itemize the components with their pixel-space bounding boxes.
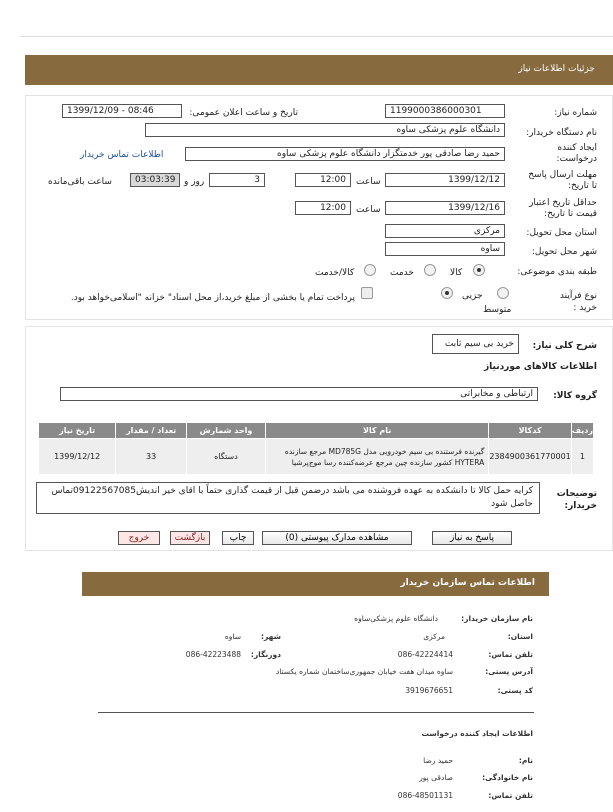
goods-group-field: ارتباطی و مخابراتی: [60, 387, 538, 401]
reply-button[interactable]: پاسخ به نیاز: [432, 531, 512, 545]
validity-label: حداقل تاریخ اعتبار قیمت تا تاریخ:: [529, 198, 597, 219]
process-radio-medium[interactable]: [441, 287, 453, 299]
category-option-both: کالا/خدمت: [315, 268, 355, 278]
buyer-org-label: نام دستگاه خریدار:: [526, 128, 597, 138]
buyer-org-field: دانشگاه علوم پزشکی ساوه: [145, 123, 505, 137]
page-header-title: جزئیات اطلاعات نیاز: [518, 64, 595, 74]
contact-city-value: ساوه: [224, 632, 241, 641]
province-label: استان محل تحویل:: [526, 228, 597, 238]
col-row: ردیف: [571, 423, 593, 439]
contact-province-value: مرکزی: [423, 632, 445, 641]
creator-phone-label: تلفن تماس:: [488, 791, 533, 800]
cell-row: 1: [571, 439, 593, 475]
buyer-contact-link[interactable]: اطلاعات تماس خریدار: [80, 150, 164, 160]
creator-name-value: حمید رضا: [423, 756, 453, 765]
category-radio-goods[interactable]: [473, 264, 485, 276]
category-radio-service[interactable]: [424, 264, 436, 276]
description-label: شرح کلی نیاز:: [532, 341, 597, 351]
contact-fax-label: دورنگار:: [250, 650, 281, 659]
deadline-time-label: ساعت: [356, 177, 381, 187]
goods-group-label: گروه کالا:: [553, 391, 597, 401]
goods-table-header: [39, 423, 594, 439]
need-number-label: شماره نیاز:: [554, 108, 597, 118]
contact-header-bar: [82, 572, 549, 596]
col-qty: تعداد / مقدار: [116, 423, 187, 439]
payment-note: پرداخت تمام یا بخشی از مبلغ خرید،از محل اسناد" خزانه "اسلامی‌خواهد بود.: [70, 293, 355, 303]
creator-family-label: نام خانوادگی:: [482, 773, 533, 782]
back-button[interactable]: بازگشت: [170, 531, 210, 545]
creator-phone-value: 086-48501131: [397, 791, 453, 800]
contact-address-label: آدرس پستی:: [485, 667, 533, 676]
page-header-bar: [25, 55, 613, 85]
validity-date-field: 1399/12/16: [385, 201, 505, 215]
description-field: خرید بی سیم ثابت: [432, 334, 519, 354]
requester-label: ایجاد کننده درخواست:: [556, 143, 597, 164]
col-unit: واحد شمارش: [187, 423, 266, 439]
deadline-time-field: 12:00: [295, 173, 351, 187]
cell-date: 1399/12/12: [39, 439, 116, 475]
table-row: [39, 439, 594, 475]
creator-info-title: اطلاعات ایجاد کننده درخواست: [421, 729, 533, 738]
top-divider: [20, 36, 613, 37]
requester-field: حمید رضا صادقی پور خدمتگزار دانشگاه علوم پزشکی ساوه: [185, 147, 505, 161]
cell-name: گیرنده فرستنده بی سیم خودرویی مدل MD785G مرجع سازنده HYTERA کشور سازنده چین مرجع عرضه‌کننده رسا موج‌پرشیا: [265, 439, 488, 475]
cell-unit: دستگاه: [187, 439, 266, 475]
category-option-service: خدمت: [390, 268, 414, 278]
announce-date-label: تاریخ و ساعت اعلان عمومی:: [189, 108, 298, 118]
category-radio-both[interactable]: [364, 264, 376, 276]
remaining-time-field: 03:03:39: [130, 173, 180, 187]
print-button[interactable]: چاپ: [222, 531, 254, 545]
payment-checkbox[interactable]: [361, 287, 373, 299]
contact-postal-label: کد پستی:: [497, 686, 533, 695]
need-number-field: 1199000386000301: [385, 104, 505, 118]
validity-time-field: 12:00: [295, 201, 351, 215]
view-documents-button[interactable]: مشاهده مدارک پیوستی (0): [262, 531, 412, 545]
city-field: ساوه: [385, 242, 505, 256]
deadline-label: مهلت ارسال پاسخ تا تاریخ:: [528, 170, 597, 191]
process-option-small: جزیی: [462, 291, 483, 301]
goods-info-title: اطلاعات کالاهای موردنیاز: [483, 362, 597, 372]
process-option-medium: متوسط: [483, 305, 512, 315]
remaining-time-label: ساعت باقی‌مانده: [48, 177, 112, 187]
buyer-notes-label: توضیحات خریدار:: [556, 489, 597, 511]
city-label: شهر محل تحویل:: [531, 247, 597, 257]
col-date: تاریخ نیاز: [39, 423, 116, 439]
cell-qty: 33: [116, 439, 187, 475]
contact-header-title: اطلاعات تماس سازمان خریدار: [400, 578, 535, 588]
process-label: نوع فرآیند خرید :: [559, 291, 597, 313]
province-field: مرکزی: [385, 224, 505, 238]
creator-name-label: نام:: [518, 756, 533, 765]
category-label: طبقه بندی موضوعی:: [517, 267, 597, 277]
exit-button[interactable]: خروج: [118, 531, 160, 545]
process-radio-small[interactable]: [497, 287, 509, 299]
announce-date-field: 1399/12/09 - 08:46: [62, 104, 182, 118]
days-label: روز و: [184, 177, 205, 187]
col-code: کدکالا: [489, 423, 571, 439]
category-option-goods: کالا: [450, 268, 463, 278]
contact-city-label: شهر:: [261, 632, 281, 641]
days-field: 3: [209, 173, 265, 187]
contact-postal-value: 3919676651: [405, 686, 453, 695]
validity-time-label: ساعت: [356, 205, 381, 215]
contact-phone-label: تلفن تماس:: [488, 650, 533, 659]
contact-fax-value: 086-42223488: [185, 650, 241, 659]
deadline-date-field: 1399/12/12: [385, 173, 505, 187]
goods-table: [38, 422, 594, 475]
col-name: نام کالا: [265, 423, 488, 439]
creator-family-value: صادقی پور: [419, 773, 453, 782]
contact-divider: [98, 712, 534, 713]
contact-province-label: استان:: [507, 632, 533, 641]
contact-org-value: دانشگاه علوم پزشکی‌ساوه: [354, 614, 438, 623]
contact-address-value: ساوه میدان هفت خیابان جمهوری‌ساختمان شماره یکستاد: [275, 667, 453, 676]
cell-code: 2384900361770001: [489, 439, 571, 475]
buyer-notes-field: کرایه حمل کالا تا دانشکده به عهده فروشنده می باشد درضمن قبل از قیمت گذاری حتماً با اقای خیر اندیش09122567085تماس حاصل شود: [36, 482, 540, 514]
contact-phone-value: 086-42224414: [397, 650, 453, 659]
contact-org-label: نام سازمان خریدار:: [461, 614, 533, 623]
